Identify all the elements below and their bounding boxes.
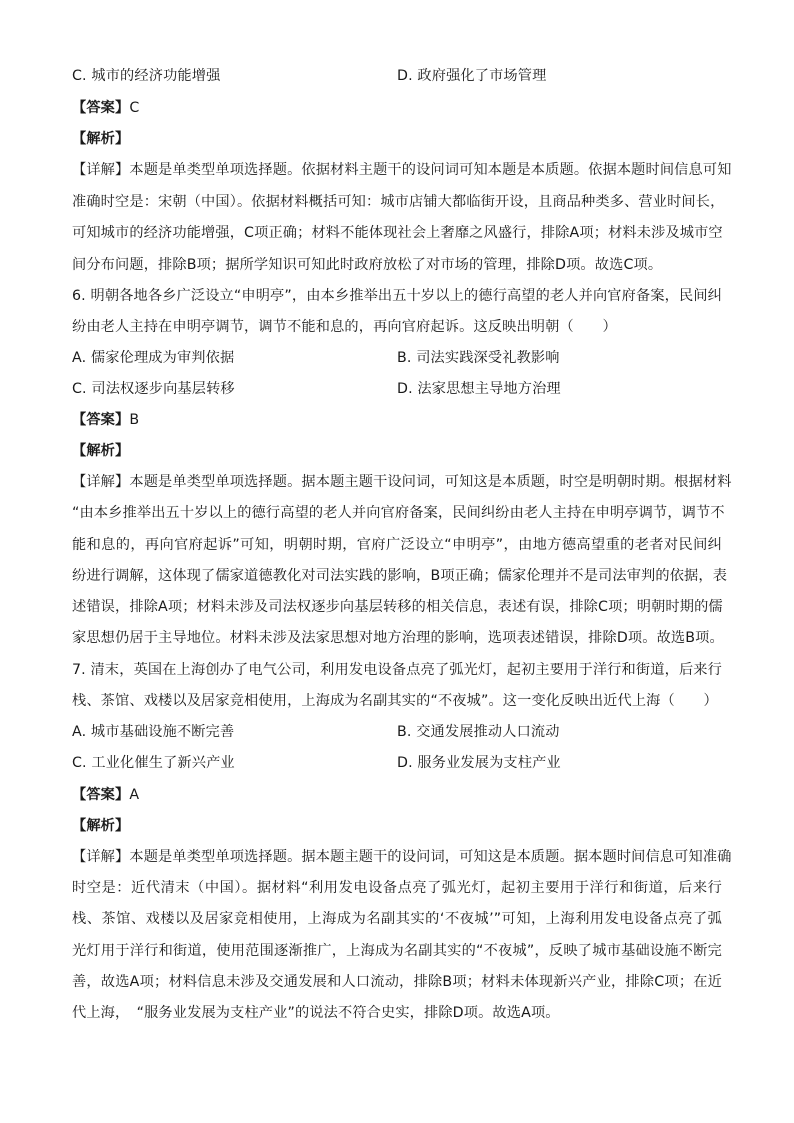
- answer-value: C: [129, 100, 140, 116]
- q6-option-c: C. 司法权逐步向基层转移: [72, 381, 235, 397]
- q7-detail-line: 【详解】本题是单类型单项选择题。据本题主题干的设问词，可知这是本质题。据本题时间信息可知准确: [72, 849, 732, 865]
- q5-option-c: C. 城市的经济功能增强: [72, 68, 221, 84]
- q7-analysis-label: 【解析】: [72, 818, 130, 834]
- q7-stem-line: 栈、茶馆、戏楼以及居家竞相使用，上海成为名副其实的“不夜城”。这一变化反映出近代上海（ ）: [72, 693, 718, 709]
- q6-option-d: D. 法家思想主导地方治理: [397, 381, 561, 397]
- q6-answer: [72, 410, 139, 430]
- q7-detail-line: 时空是：近代清末（中国）。据材料“利用发电设备点亮了弧光灯，起初主要用于洋行和街道，后来行: [72, 880, 722, 896]
- q5-answer: [72, 98, 139, 118]
- answer-label: 【答案】: [72, 100, 130, 116]
- q6-detail-line: 【详解】本题是单类型单项选择题。据本题主题干设问词，可知这是本质题，时空是明朝时期。根据材料: [72, 474, 732, 490]
- q7-detail-line: 善，故选A项；材料信息未涉及交通发展和人口流动，排除B项；材料未体现新兴产业，排除C项；在近: [72, 974, 722, 990]
- q7-detail-line: 光灯用于洋行和街道，使用范围逐渐推广，上海成为名副其实的“不夜城”，反映了城市基础设施不断完: [72, 943, 722, 959]
- q7-stem-line: 7. 清末，英国在上海创办了电气公司，利用发电设备点亮了弧光灯，起初主要用于洋行和街道，后来行: [72, 662, 722, 678]
- q5-detail-line: 【详解】本题是单类型单项选择题。依据材料主题干的设问词可知本题是本质题。依据本题时间信息可知: [72, 162, 732, 178]
- q6-detail-line: 述错误，排除A项；材料未涉及司法权逐步向基层转移的相关信息，表述有误，排除C项；明朝时期的儒: [72, 599, 723, 615]
- q6-option-b: B. 司法实践深受礼教影响: [397, 350, 560, 366]
- answer-value: B: [129, 412, 140, 428]
- q7-detail-line: 栈、茶馆、戏楼以及居家竞相使用，上海成为名副其实的‘不夜城’”可知，上海利用发电设备点亮了弧: [72, 911, 722, 927]
- q7-option-c: C. 工业化催生了新兴产业: [72, 755, 235, 771]
- q6-detail-line: 能和息的，再向官府起诉”可知，明朝时期，官府广泛设立“申明亭”，由地方德高望重的老者对民间纠: [72, 537, 722, 553]
- q6-detail-line: “由本乡推举出五十岁以上的德行高望的老人并向官府备案，民间纠纷由老人主持在申明亭调节，调节不: [72, 505, 725, 521]
- q7-option-a: A. 城市基础设施不断完善: [72, 724, 235, 740]
- q5-analysis-label: 【解析】: [72, 131, 130, 147]
- q5-option-d: D. 政府强化了市场管理: [397, 68, 547, 84]
- q6-analysis-label: 【解析】: [72, 443, 130, 459]
- q7-answer: [72, 785, 139, 805]
- answer-value: A: [129, 787, 140, 803]
- q6-stem-line: 6. 明朝各地各乡广泛设立“申明亭”，由本乡推举出五十岁以上的德行高望的老人并向官府备案，民间纠: [72, 288, 723, 304]
- answer-label: 【答案】: [72, 412, 130, 428]
- q7-option-b: B. 交通发展推动人口流动: [397, 724, 560, 740]
- q6-detail-line: 纷进行调解，这体现了儒家道德教化对司法实践的影响，B项正确；儒家伦理并不是司法审判的依据，表: [72, 568, 728, 584]
- q5-detail-line: 可知城市的经济功能增强，C项正确；材料不能体现社会上奢靡之风盛行，排除A项；材料未涉及城市空: [72, 225, 723, 241]
- q5-detail-line: 间分布问题，排除B项；据所学知识可知此时政府放松了对市场的管理，排除D项。故选C项。: [72, 257, 663, 273]
- answer-label: 【答案】: [72, 787, 130, 803]
- q7-option-d: D. 服务业发展为支柱产业: [397, 755, 561, 771]
- q6-stem-line: 纷由老人主持在申明亭调节，调节不能和息的，再向官府起诉。这反映出明朝（ ）: [72, 319, 617, 335]
- q6-detail-line: 家思想仍居于主导地位。材料未涉及法家思想对地方治理的影响，选项表述错误，排除D项。故选B项。: [72, 630, 724, 646]
- q6-option-a: A. 儒家伦理成为审判依据: [72, 350, 235, 366]
- q5-detail-line: 准确时空是：宋朝（中国）。依据材料概括可知：城市店铺大都临街开设，且商品种类多、营业时间长，: [72, 194, 725, 210]
- q7-detail-line: 代上海， “服务业发展为支柱产业”的说法不符合史实，排除D项。故选A项。: [72, 1005, 560, 1021]
